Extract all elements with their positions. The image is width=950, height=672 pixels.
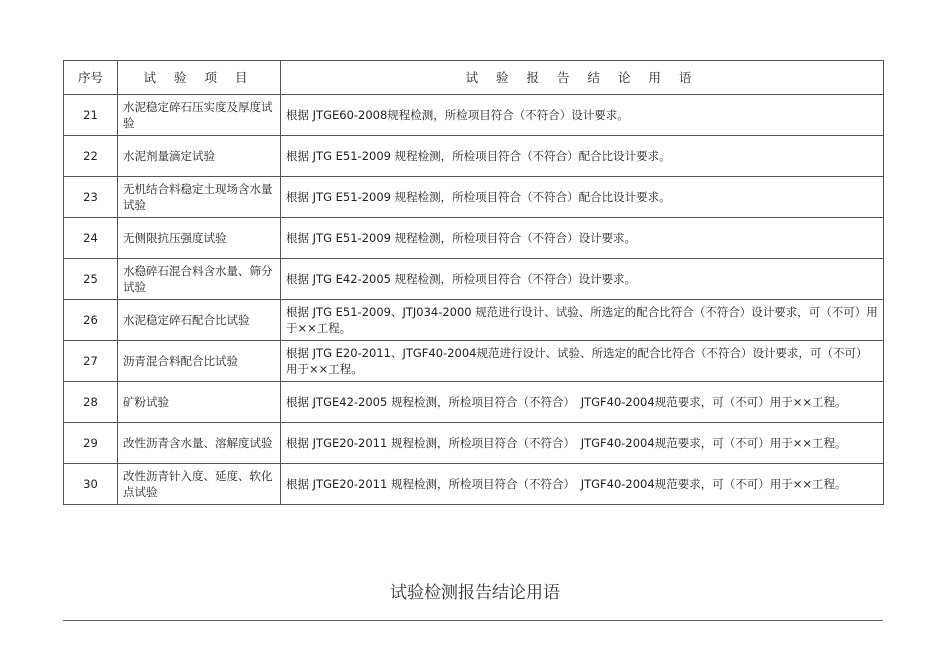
row-number: 27 [64, 341, 118, 382]
row-test-item: 沥青混合料配合比试验 [118, 341, 281, 382]
row-conclusion: 根据 JTG E51-2009 规程检测，所检项目符合（不符合）配合比设计要求。 [281, 136, 884, 177]
row-number: 24 [64, 218, 118, 259]
table-row [64, 95, 884, 136]
table-row [64, 177, 884, 218]
row-number: 30 [64, 464, 118, 505]
header-index: 序号 [64, 61, 118, 95]
header-item: 试 验 项 目 [118, 61, 281, 95]
row-conclusion: 根据 JTG E51-2009、JTJ034-2000 规范进行设计、试验、所选定的配合比符合（不符合）设计要求，可（不可）用于××工程。 [281, 300, 884, 341]
table-row [64, 218, 884, 259]
row-conclusion: 根据 JTG E51-2009 规程检测，所检项目符合（不符合）设计要求。 [281, 218, 884, 259]
row-test-item: 无机结合料稳定土现场含水量试验 [118, 177, 281, 218]
row-test-item: 水泥稳定碎石配合比试验 [118, 300, 281, 341]
row-conclusion: 根据 JTG E20-2011、JTGF40-2004规范进行设计、试验、所选定的配合比符合（不符合）设计要求，可（不可）用于××工程。 [281, 341, 884, 382]
row-number: 25 [64, 259, 118, 300]
row-number: 21 [64, 95, 118, 136]
table-header-row [64, 61, 884, 95]
table-row [64, 300, 884, 341]
row-number: 23 [64, 177, 118, 218]
table-row [64, 259, 884, 300]
row-conclusion: 根据 JTG E51-2009 规程检测，所检项目符合（不符合）配合比设计要求。 [281, 177, 884, 218]
row-test-item: 水稳碎石混合料含水量、筛分试验 [118, 259, 281, 300]
row-number: 26 [64, 300, 118, 341]
table-row [64, 382, 884, 423]
row-conclusion: 根据 JTG E42-2005 规程检测，所检项目符合（不符合）设计要求。 [281, 259, 884, 300]
conclusion-table [63, 60, 884, 505]
table-row [64, 341, 884, 382]
row-conclusion: 根据 JTGE20-2011 规程检测，所检项目符合（不符合） JTGF40-2004规范要求，可（不可）用于××工程。 [281, 423, 884, 464]
row-test-item: 水泥剂量滴定试验 [118, 136, 281, 177]
table-row [64, 136, 884, 177]
row-test-item: 改性沥青针入度、延度、软化点试验 [118, 464, 281, 505]
row-number: 29 [64, 423, 118, 464]
table-row [64, 464, 884, 505]
row-conclusion: 根据 JTGE42-2005 规程检测，所检项目符合（不符合） JTGF40-2004规范要求，可（不可）用于××工程。 [281, 382, 884, 423]
row-test-item: 改性沥青含水量、溶解度试验 [118, 423, 281, 464]
row-test-item: 矿粉试验 [118, 382, 281, 423]
row-test-item: 无侧限抗压强度试验 [118, 218, 281, 259]
row-number: 22 [64, 136, 118, 177]
row-test-item: 水泥稳定碎石压实度及厚度试验 [118, 95, 281, 136]
header-conclusion: 试 验 报 告 结 论 用 语 [281, 61, 884, 95]
row-number: 28 [64, 382, 118, 423]
row-conclusion: 根据 JTGE20-2011 规程检测，所检项目符合（不符合） JTGF40-2004规范要求，可（不可）用于××工程。 [281, 464, 884, 505]
row-conclusion: 根据 JTGE60-2008规程检测，所检项目符合（不符合）设计要求。 [281, 95, 884, 136]
footer-divider [63, 620, 883, 621]
document-footer-title: 试验检测报告结论用语 [390, 583, 560, 603]
table-row [64, 423, 884, 464]
